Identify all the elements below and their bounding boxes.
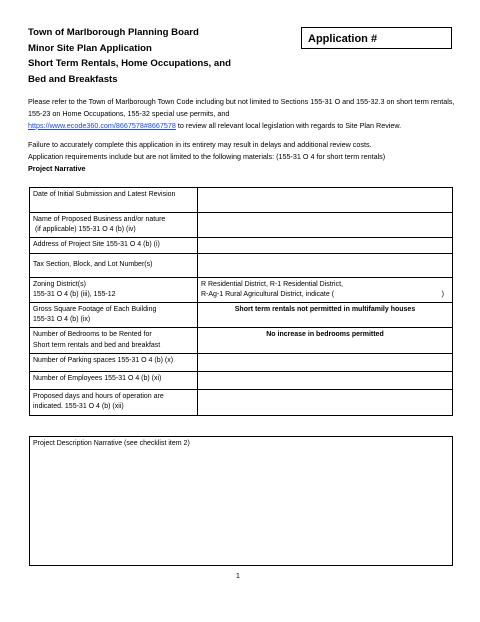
row-label: Number of Parking spaces 155-31 O 4 (b) (x) [30, 353, 198, 371]
row-label: Name of Proposed Business and/or nature (if applicable) 155-31 O 4 (b) (iv) [30, 213, 198, 238]
table-row [30, 328, 453, 353]
hours-field[interactable] [198, 389, 453, 415]
title-line: Short Term Rentals, Home Occupations, and [28, 58, 231, 69]
row-label: Gross Square Footage of Each Building 155-31 O 4 (b) (ix) [30, 303, 198, 328]
failure-warning: Failure to accurately complete this application in its entirety may result in delays and additional review costs. [28, 140, 372, 149]
zoning-indicate [201, 290, 449, 300]
table-row [30, 303, 453, 328]
ecode-link[interactable]: https://www.ecode360.com/8667578#8667578 [28, 120, 176, 130]
address-field[interactable] [198, 238, 453, 253]
title-line: Town of Marlborough Planning Board [28, 27, 199, 38]
title-line: Minor Site Plan Application [28, 42, 152, 54]
table-row [30, 188, 453, 213]
row-label: Tax Section, Block, and Lot Number(s) [30, 253, 198, 277]
bedrooms-field[interactable]: No increase in bedrooms permitted [198, 328, 453, 353]
requirements-note: Application requirements include but are not limited to the following materials: (155-31 O 4 for short term rentals) [28, 151, 386, 161]
intro-paragraph [28, 96, 458, 131]
date-submission-field[interactable] [198, 188, 453, 213]
zoning-indicate-text: R-Ag-1 Rural Agricultural District, indicate ( [201, 290, 335, 298]
employees-field[interactable] [198, 371, 453, 389]
title-line: Bed and Breakfasts [28, 73, 118, 85]
page-number: 1 [236, 573, 240, 580]
square-footage-field[interactable]: Short term rentals not permitted in multifamily houses [198, 303, 453, 328]
requirements-paragraph [28, 139, 458, 174]
row-label: Zoning District(s) 155-31 O 4 (b) (iii), 155-12 [30, 277, 198, 302]
zoning-options: R Residential District, R-1 Residential District, [201, 280, 343, 288]
row-label: Address of Project Site 155-31 O 4 (b) (i) [30, 238, 198, 253]
row-label: Proposed days and hours of operation are indicated. 155-31 O 4 (b) (xii) [30, 389, 198, 415]
section-title: Project Narrative [28, 163, 86, 173]
parking-field[interactable] [198, 353, 453, 371]
tax-lot-field[interactable] [198, 253, 453, 277]
intro-text-end: to review all relevant local legislation with regards to Site Plan Review. [175, 120, 402, 130]
project-description-label: Project Description Narrative (see checklist item 2) [33, 440, 190, 447]
table-row [30, 353, 453, 371]
business-name-field[interactable] [198, 213, 453, 238]
row-label: Number of Bedrooms to be Rented for Short term rentals and bed and breakfast [30, 328, 198, 353]
table-row [30, 277, 453, 302]
table-row [30, 389, 453, 415]
table-row [30, 371, 453, 389]
row-label: Date of Initial Submission and Latest Revision [30, 188, 198, 213]
table-row [30, 213, 453, 238]
intro-text: Please refer to the Town of Marlborough Town Code including but not limited to Sections 155-31 O and 155-32.3 on short term rentals, 155-23 on Home Occupations, 155-32 special use permits, and [28, 97, 455, 118]
table-row [30, 238, 453, 253]
project-description-field[interactable] [29, 436, 453, 566]
application-number-field[interactable]: Application # [301, 27, 452, 49]
project-narrative-table [29, 187, 453, 416]
form-title [28, 25, 298, 87]
zoning-paren-end: ) [441, 290, 444, 298]
table-row [30, 253, 453, 277]
row-label: Number of Employees 155-31 O 4 (b) (xi) [30, 371, 198, 389]
zoning-field[interactable] [198, 277, 453, 302]
